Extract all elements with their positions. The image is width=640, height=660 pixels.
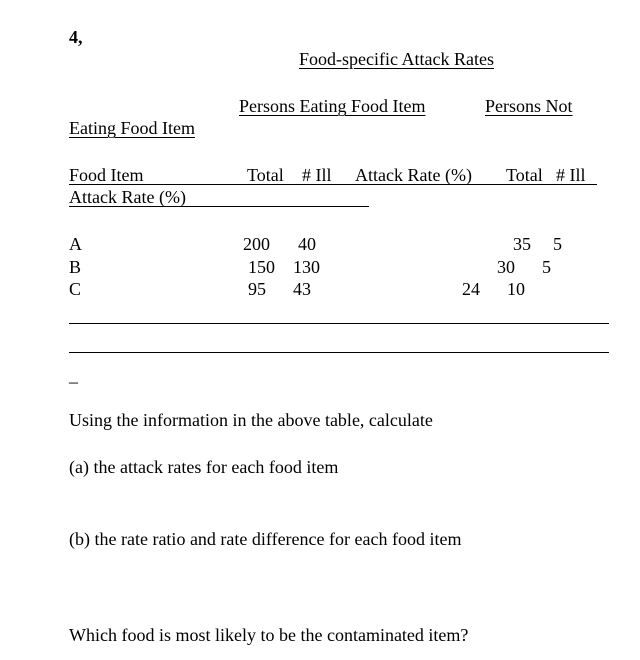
row-ill-not: 5 xyxy=(553,234,562,254)
header-rule-1 xyxy=(69,184,597,185)
question-part-a: (a) the attack rates for each food item xyxy=(69,457,339,477)
row-total: 95 xyxy=(248,279,266,299)
row-ill-not: 5 xyxy=(542,257,551,277)
column-header-attack-rate-not: Attack Rate (%) xyxy=(69,187,186,207)
group-header-not-continued: Eating Food Item xyxy=(69,118,195,138)
row-total-not: 30 xyxy=(497,257,515,277)
column-header-ill-not: # Ill xyxy=(556,165,586,185)
row-ill-not: 10 xyxy=(507,279,525,299)
question-part-b: (b) the rate ratio and rate difference for each food item xyxy=(69,529,462,549)
instructions-text: Using the information in the above table, calculate xyxy=(69,410,433,430)
row-ill: 43 xyxy=(293,279,311,299)
row-total-not: 35 xyxy=(513,234,531,254)
column-header-ill: # Ill xyxy=(302,165,332,185)
group-header-not: Persons Not xyxy=(485,96,573,116)
column-header-attack-rate: Attack Rate (%) xyxy=(355,165,472,185)
column-header-food-item: Food Item xyxy=(69,165,144,185)
row-total-not: 24 xyxy=(462,279,480,299)
row-ill: 40 xyxy=(298,234,316,254)
row-ill: 130 xyxy=(293,257,320,277)
stray-mark: _ xyxy=(69,365,78,385)
column-header-total: Total xyxy=(247,165,284,185)
final-question: Which food is most likely to be the contaminated item? xyxy=(69,625,469,645)
table-bottom-rule-1 xyxy=(69,323,609,324)
table-title: Food-specific Attack Rates xyxy=(299,49,494,69)
row-total: 150 xyxy=(248,257,275,277)
question-number: 4, xyxy=(69,27,83,47)
table-bottom-rule-2 xyxy=(69,352,609,353)
row-food-item: A xyxy=(69,234,82,254)
column-header-total-not: Total xyxy=(506,165,543,185)
header-rule-2 xyxy=(69,206,369,207)
row-food-item: C xyxy=(69,279,82,299)
row-food-item: B xyxy=(69,257,82,277)
group-header-eating: Persons Eating Food Item xyxy=(239,96,426,116)
row-total: 200 xyxy=(243,234,270,254)
